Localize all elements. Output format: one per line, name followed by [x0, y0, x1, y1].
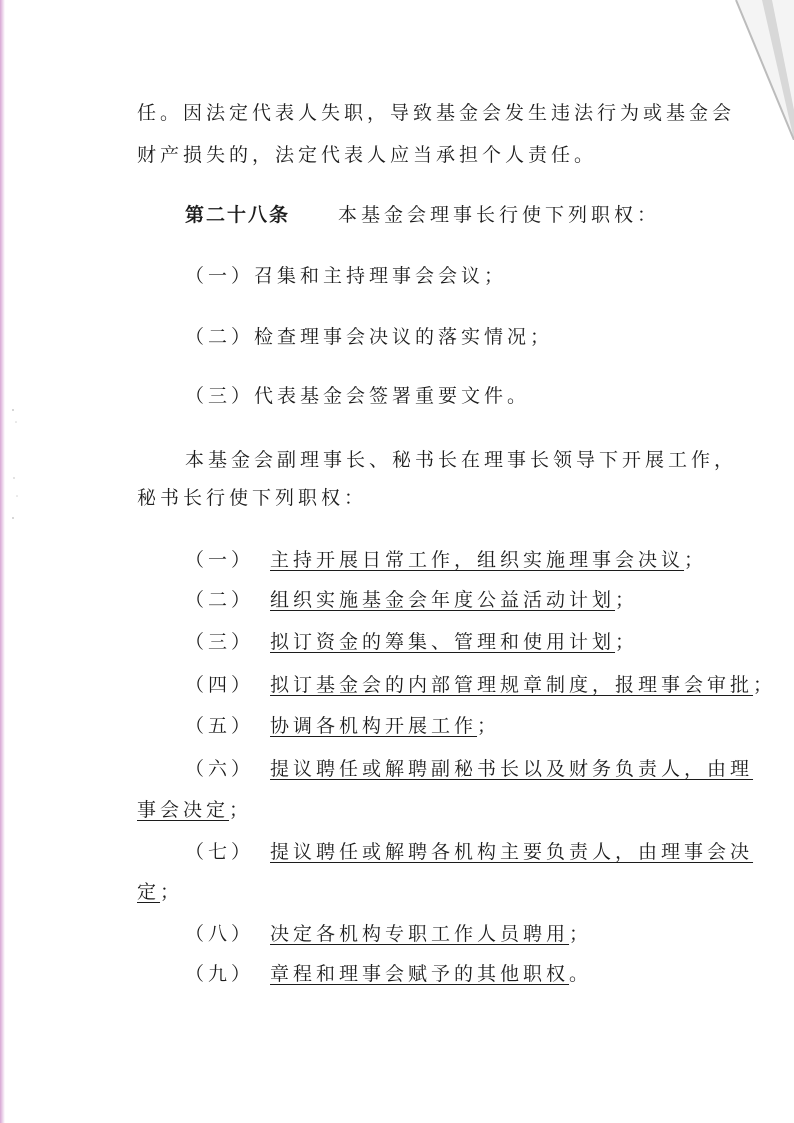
item-text: 协调各机构开展工作: [270, 715, 478, 737]
paragraph-1-line-2: 财产损失的，法定代表人应当承担个人责任。: [137, 144, 598, 166]
item-punct: ；: [615, 631, 639, 653]
item-punct: ；: [569, 923, 593, 945]
paragraph-1-line-1: 任。因法定代表人失职，导致基金会发生违法行为或基金会: [137, 102, 736, 124]
secretary-item-8: [185, 922, 592, 946]
secretary-item-6-continued: [137, 798, 252, 822]
item-number: （四）: [185, 674, 255, 696]
secretary-item-2: [185, 588, 638, 612]
article-28-text: 本基金会理事长行使下列职权：: [338, 204, 661, 226]
paragraph-2-line-1: 本基金会副理事长、秘书长在理事长领导下开展工作，: [185, 449, 738, 471]
article-28-heading: 第二十八条: [185, 204, 291, 226]
article-28: [185, 203, 660, 227]
secretary-item-1: [185, 548, 707, 572]
item-number: （六）: [185, 758, 255, 780]
secretary-item-5: [185, 714, 500, 738]
item-punct: ；: [615, 589, 639, 611]
article-28-item-1: （一）召集和主持理事会会议；: [185, 265, 508, 287]
item-number: （二）: [185, 589, 255, 611]
item-punct: ；: [753, 674, 777, 696]
secretary-item-7: [185, 840, 753, 864]
item-number: （一）: [185, 549, 255, 571]
secretary-item-3: [185, 630, 638, 654]
item-number: （五）: [185, 715, 255, 737]
item-punct: ；: [684, 549, 708, 571]
item-number: （三）: [185, 631, 255, 653]
item-punct: ；: [229, 799, 253, 821]
item-text: 提议聘任或解聘副秘书长以及财务负责人，由理: [270, 758, 754, 780]
item-punct: ；: [160, 881, 184, 903]
item-text-continued: 事会决定: [137, 799, 230, 821]
secretary-item-7-continued: [137, 880, 183, 904]
item-number: （九）: [185, 963, 255, 985]
item-number: （八）: [185, 923, 255, 945]
item-text: 拟订基金会的内部管理规章制度，报理事会审批: [270, 674, 754, 696]
item-text: 章程和理事会赋予的其他职权: [270, 963, 570, 985]
item-text: 主持开展日常工作，组织实施理事会决议: [270, 549, 685, 571]
secretary-item-4: [185, 673, 776, 697]
item-text: 组织实施基金会年度公益活动计划: [270, 589, 616, 611]
item-text: 提议聘任或解聘各机构主要负责人，由理事会决: [270, 841, 754, 863]
item-number: （七）: [185, 841, 255, 863]
item-text: 决定各机构专职工作人员聘用: [270, 923, 570, 945]
secretary-item-6: [185, 757, 753, 781]
item-punct: 。: [569, 963, 593, 985]
item-text: 拟订资金的筹集、管理和使用计划: [270, 631, 616, 653]
paragraph-2-line-2: 秘书长行使下列职权：: [137, 487, 368, 509]
article-28-item-3: （三）代表基金会签署重要文件。: [185, 385, 531, 407]
secretary-item-9: [185, 962, 592, 986]
item-punct: ；: [477, 715, 501, 737]
item-text-continued: 定: [137, 881, 161, 903]
article-28-item-2: （二）检查理事会决议的落实情况；: [185, 326, 554, 348]
